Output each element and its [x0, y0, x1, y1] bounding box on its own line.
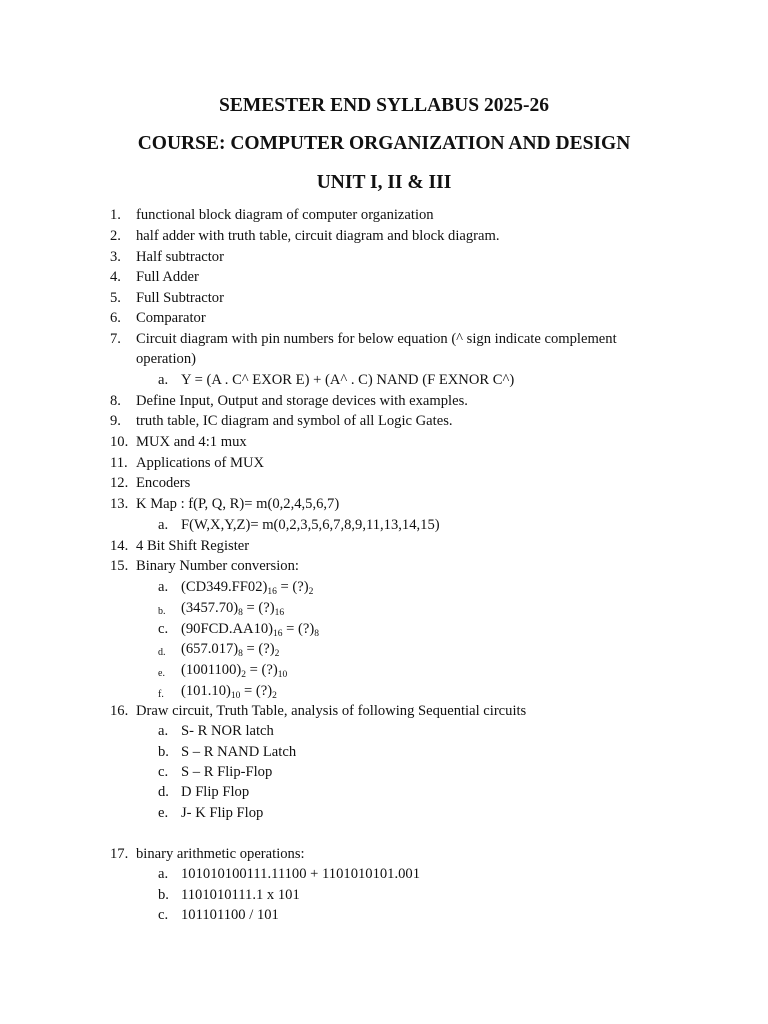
sub-item-letter: c. — [158, 621, 169, 637]
item-number: 15. — [110, 558, 129, 574]
item-text: Full Adder — [136, 269, 199, 285]
sub-item-letter: d. — [158, 784, 169, 800]
item-text: Full Subtractor — [136, 290, 224, 306]
sub-item-text: 101010100111.11100 + 1101010101.001 — [181, 866, 421, 882]
item-text: Encoders — [136, 475, 191, 491]
item-text: Define Input, Output and storage devices with examples. — [136, 393, 468, 409]
sub-item-text: 101101100 / 101 — [181, 907, 279, 923]
item-text: binary arithmetic operations: — [136, 846, 305, 862]
item-text: 4 Bit Shift Register — [136, 538, 250, 554]
item-number: 11. — [110, 455, 128, 471]
item-number: 8. — [110, 393, 121, 409]
sub-item-letter: d. — [158, 647, 166, 658]
item-text: functional block diagram of computer organization — [136, 207, 434, 223]
item-number: 12. — [110, 475, 129, 491]
sub-item-letter: c. — [158, 764, 169, 780]
item-text: Comparator — [136, 310, 206, 326]
item-number: 17. — [110, 846, 129, 862]
sub-item-text: J- K Flip Flop — [181, 805, 264, 821]
item-number: 16. — [110, 703, 129, 719]
item-text: MUX and 4:1 mux — [136, 434, 247, 450]
item-text: truth table, IC diagram and symbol of all Logic Gates. — [136, 413, 453, 429]
sub-item-letter: e. — [158, 805, 169, 821]
item-number: 5. — [110, 290, 121, 306]
sub-item-letter: c. — [158, 907, 169, 923]
item-text: Circuit diagram with pin numbers for below equation (^ sign indicate complement — [136, 331, 617, 347]
item-text: Half subtractor — [136, 249, 224, 265]
conversion-expression: $(90FCD.AA10)_{16}$ = $(?)_8$ — [181, 621, 320, 639]
sub-item-letter: a. — [158, 723, 169, 739]
sub-item-text: S – R Flip-Flop — [181, 764, 273, 780]
item-number: 10. — [110, 434, 129, 450]
item-number: 3. — [110, 249, 121, 265]
item-text: K Map : f(P, Q, R)= m(0,2,4,5,6,7) — [136, 496, 340, 512]
item-text: Draw circuit, Truth Table, analysis of following Sequential circuits — [136, 703, 527, 719]
item-number: 9. — [110, 413, 121, 429]
conversion-expression: $(101.10)_{10}$ = $(?)_2$ — [181, 683, 277, 701]
sub-item-text: D Flip Flop — [181, 784, 250, 800]
sub-item-letter: a. — [158, 579, 169, 595]
item-number: 6. — [110, 310, 121, 326]
units-title: UNIT I, II & III — [316, 172, 452, 193]
sub-item-letter: f. — [158, 689, 164, 700]
sub-item-letter: b. — [158, 744, 169, 760]
sub-item-letter: a. — [158, 372, 169, 388]
sub-item-letter: b. — [158, 887, 169, 903]
sub-item-letter: b. — [158, 606, 166, 617]
item-text: Binary Number conversion: — [136, 558, 299, 574]
conversion-expression: $(657.017)_8$ = $(?)_2$ — [181, 641, 280, 659]
item-number: 14. — [110, 538, 129, 554]
item-text: operation) — [136, 351, 196, 367]
sub-item-letter: a. — [158, 866, 169, 882]
sub-item-text: Y = (A . C^ EXOR E) + (A^ . C) NAND (F EXNOR C^) — [181, 372, 515, 388]
sub-item-text: S – R NAND Latch — [181, 744, 297, 760]
conversion-expression: $(1001100)_2$ = $(?)_{10}$ — [181, 662, 288, 680]
sub-item-text: 1101010111.1 x 101 — [181, 887, 300, 903]
sub-item-letter: e. — [158, 668, 165, 679]
item-number: 13. — [110, 496, 129, 512]
sub-item-letter: a. — [158, 517, 169, 533]
sub-item-text: F(W,X,Y,Z)= m(0,2,3,5,6,7,8,9,11,13,14,15) — [181, 517, 440, 533]
sub-item-text: S- R NOR latch — [181, 723, 274, 739]
course-title: COURSE: COMPUTER ORGANIZATION AND DESIGN — [137, 133, 631, 154]
item-number: 1. — [110, 207, 121, 223]
item-number: 4. — [110, 269, 121, 285]
item-number: 2. — [110, 228, 121, 244]
conversion-expression: $(CD349.FF02)_{16}$ = $(?)_2$ — [181, 579, 314, 597]
item-text: half adder with truth table, circuit diagram and block diagram. — [136, 228, 500, 244]
document-title: SEMESTER END SYLLABUS 2025-26 — [219, 95, 549, 116]
item-number: 7. — [110, 331, 121, 347]
item-text: Applications of MUX — [136, 455, 265, 471]
conversion-expression: $(3457.70)_8$ = $(?)_{16}$ — [181, 600, 285, 618]
